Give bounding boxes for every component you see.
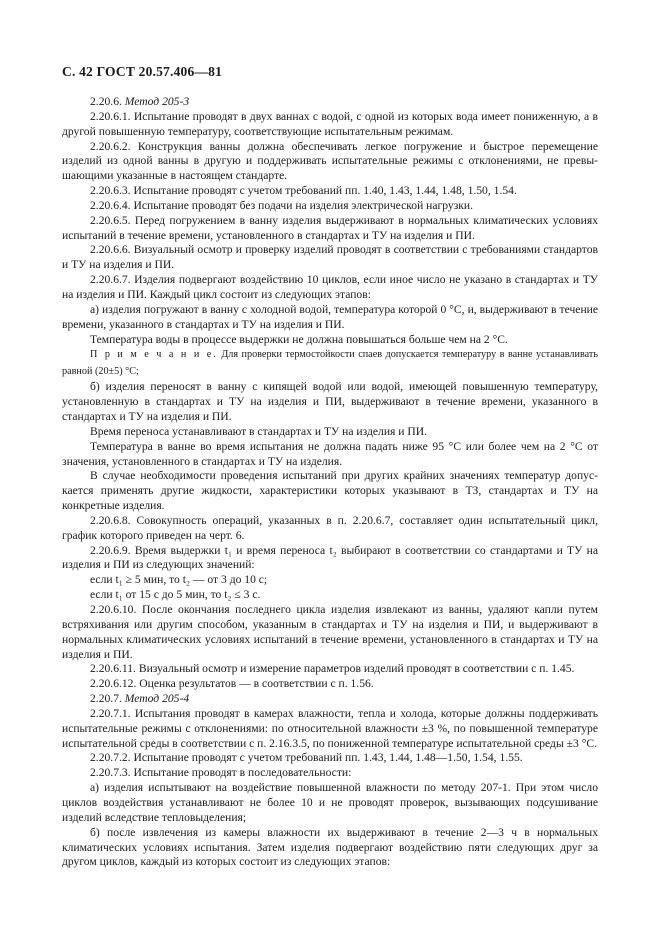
paragraph: б) изделия переносят в ванну с кипящей водой или водой, имеющей повышенную температуру, установленную в стандартах и ТУ на изделия и ПИ, выдерживают в течение времени, указанного в стандартах и ТУ на изделия и ПИ. [62,380,598,424]
paragraph: 2.20.7.3. Испытание проводят в последовательности: [90,766,352,780]
paragraph: 2.20.6.9. Время выдержки t₁ и время переноса t₂ выбирают в соответствии со стандартами и ТУ на изделия и ПИ из следующих значений: [62,543,598,572]
paragraph: 2.20.7.1. Испытания проводят в камерах влажности, тепла и холода, которые должны поддерживать испытательные режимы с отклонениями: по относительной влажности ±3 %, по повышенной температуре испытательной среды в соответствии с п. 2.16.3.5, по пониженной температуре испытательной среды ±3 °С. [62,706,598,750]
paragraph: 2.20.6.12. Оценка результатов — в соответствии с п. 1.56. [90,677,374,691]
method-name: Метод 205-3 [124,95,190,108]
page-header: С. 42 ГОСТ 20.57.406—81 [62,64,223,79]
note-text: Для проверки термостойкости спаев допускается температуру в ванне устанавливать равной (20±5) °С; [62,349,598,377]
paragraph: б) после извлечения из камеры влажности их выдерживают в течение 2—3 ч в нормальных климатических условиях испытания. Затем изделия подвергают воздействию пяти следующих друг за другом циклов, каждый из которых состоит из следующих этапов: [62,825,598,869]
paragraph: Температура воды в процессе выдержки не должна повышаться больше чем на 2 °С. [90,332,508,346]
section-number: 2.20.7. [90,692,122,706]
document-body [62,95,598,870]
paragraph: 2.20.6.5. Перед погружением в ванну изделия выдерживают в нормальных климатических условиях испытаний в течение времени, установленного в стандартах и ТУ на изделия и ПИ. [62,213,598,242]
paragraph: а) изделия погружают в ванну с холодной водой, температура которой 0 °С, и, выдерживают в течение времени, указанного в стандартах и ТУ на изделия и ПИ. [62,302,598,331]
note-paragraph [62,347,598,380]
paragraph: 2.20.6.10. После окончания последнего цикла изделия извлекают из ванны, удаляют капли путем встряхивания или другим способом, указанным в стандартах и ТУ на изделия и ПИ, и выдерживают в нормальных климатических условиях испытаний в течение времени, установленного в стандартах и ТУ на изделия и ПИ. [62,603,598,661]
paragraph: В случае необходимости проведения испытаний при других крайних значениях температур допускается применять другие жидкости, характеристики которых указывают в ТЗ, стандартах и ТУ на конкретные изделия. [62,469,598,513]
paragraph: 2.20.6.4. Испытание проводят без подачи на изделия электрической нагрузки. [90,198,474,212]
paragraph: Время переноса устанавливают в стандартах и ТУ на изделия и ПИ. [90,424,427,438]
paragraph: а) изделия испытывают на воздействие повышенной влажности по методу 207-1. При этом число циклов воздействия устанавливают не более 10 и не проводят проверок, вызывающих подсушивание изделий вследствие тепловыделения; [62,781,598,824]
paragraph: 2.20.6.3. Испытание проводят с учетом требований пп. 1.40, 1.43, 1.44, 1.48, 1.50, 1.54. [90,184,517,198]
section-heading [62,95,598,110]
paragraph: если t₁ ≥ 5 мин, то t₂ — от 3 до 10 с; [90,573,268,587]
paragraph: если t₁ от 15 с до 5 мин, то t₂ ≤ 3 с. [90,588,261,602]
paragraph: Температура в ванне во время испытания не должна падать ниже 95 °С или более чем на 2 °С от значения, установленного в стандартах и ТУ на изделия. [62,439,598,468]
section-number: 2.20.6. [90,95,122,108]
paragraph: 2.20.6.8. Совокупность операций, указанных в п. 2.20.6.7, составляет один испытательный цикл, график которого приведен на черт. 6. [62,513,598,542]
paragraph: 2.20.6.11. Визуальный осмотр и измерение параметров изделий проводят в соответствии с п. 1.45. [90,662,575,676]
paragraph: 2.20.6.2. Конструкция ванны должна обеспечивать легкое погружение и быстрое перемещение изделий из одной ванны в другую и поддерживать испытательные режимы с отклонениями, не превышающими указанные в настоящем стандарте. [62,139,598,183]
paragraph: 2.20.6.7. Изделия подвергают воздействию 10 циклов, если иное число не указано в стандартах и ТУ на изделия и ПИ. Каждый цикл состоит из следующих этапов: [62,273,598,301]
paragraph: 2.20.6.6. Визуальный осмотр и проверку изделий проводят в соответствии с требованиями стандартов и ТУ на изделия и ПИ. [62,243,598,272]
note-label: П р и м е ч а н и е. [90,349,218,361]
paragraph: 2.20.7.2. Испытание проводят с учетом требований пп. 1.43, 1.44, 1.48—1.50, 1.54, 1.55. [90,751,523,765]
method-name: Метод 205-4 [124,692,190,706]
paragraph: 2.20.6.1. Испытание проводят в двух ваннах с водой, с одной из которых вода имеет пониженную, а в другой повышенную температуру, соответствующие испытательным режимам. [62,109,598,138]
section-heading [62,692,598,707]
